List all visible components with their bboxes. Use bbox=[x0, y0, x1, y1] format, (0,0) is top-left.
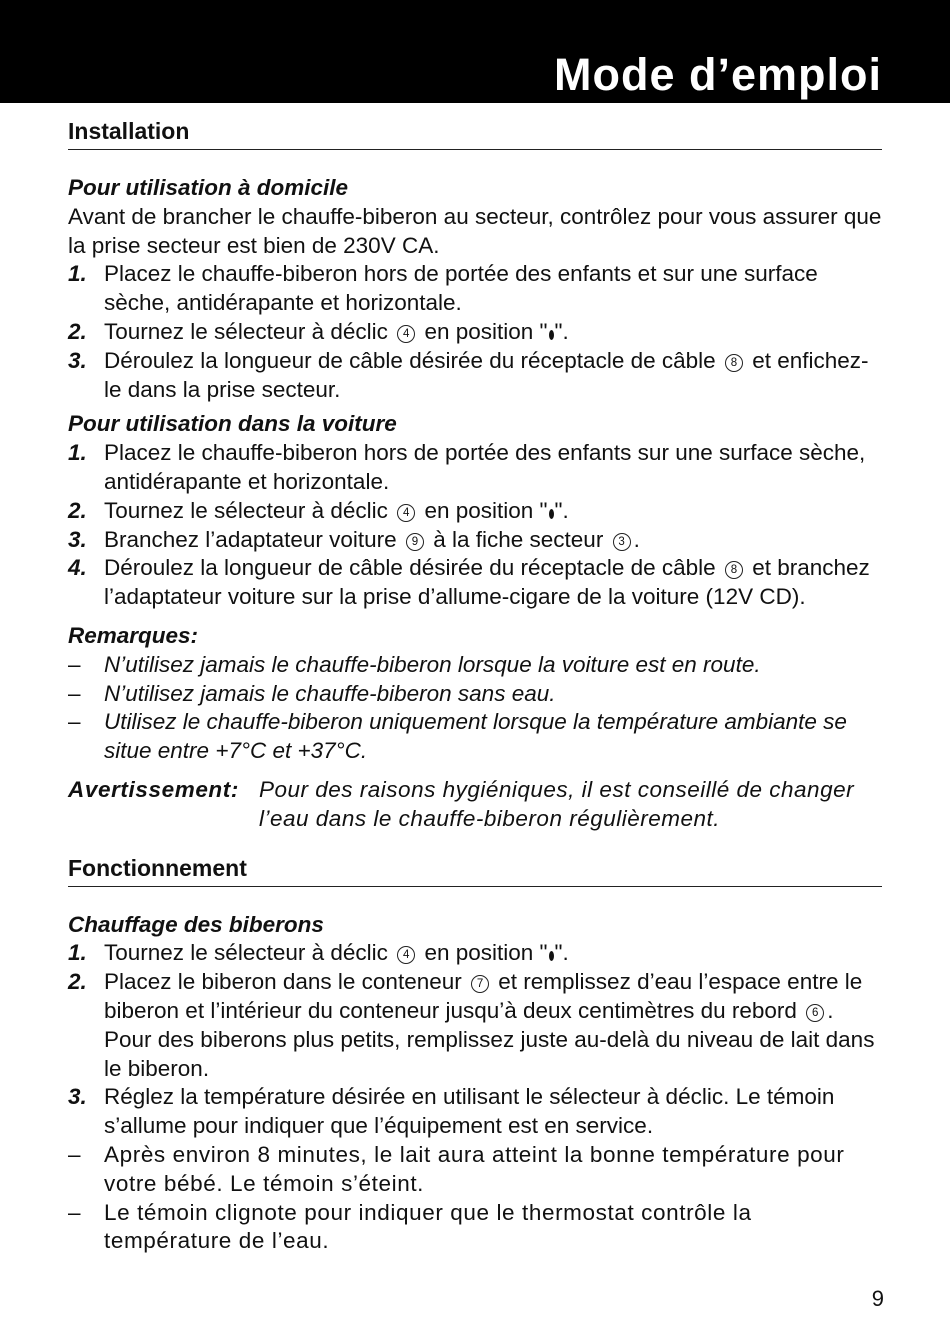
ref-number-badge: 7 bbox=[471, 975, 489, 993]
installation-heading: Installation bbox=[68, 116, 882, 150]
car-use-steps bbox=[68, 439, 882, 612]
step-text bbox=[104, 554, 882, 612]
home-use-intro: Avant de brancher le chauffe-biberon au secteur, contrôlez pour vous assurer que la prise secteur est bien de 230V CA. bbox=[68, 203, 882, 258]
step-text-part: Tournez le sélecteur à déclic bbox=[104, 940, 388, 966]
list-item bbox=[68, 968, 882, 1083]
step-text-part: et branchez l’adaptateur voiture sur la prise d’allume-cigare de la voiture (12V CD). bbox=[104, 555, 870, 610]
step-number: 1. bbox=[68, 440, 87, 466]
list-item bbox=[68, 680, 882, 709]
ref-number-badge: 8 bbox=[725, 561, 743, 579]
document-body bbox=[68, 113, 882, 1256]
dash-bullet: – bbox=[68, 651, 81, 677]
step-text-part: Tournez le sélecteur à déclic bbox=[104, 318, 388, 344]
step-text-part: Déroulez la longueur de câble désirée du réceptacle de câble bbox=[104, 555, 716, 581]
list-item bbox=[68, 708, 882, 766]
step-number: 1. bbox=[68, 261, 87, 287]
list-item bbox=[68, 1199, 882, 1257]
ref-number-badge: 6 bbox=[806, 1004, 824, 1022]
list-item bbox=[68, 1083, 882, 1141]
ref-number-badge: 9 bbox=[406, 533, 424, 551]
list-item bbox=[68, 1141, 882, 1199]
ref-number-badge: 4 bbox=[397, 504, 415, 522]
step-text-part: Déroulez la longueur de câble désirée du réceptacle de câble bbox=[104, 347, 716, 373]
step-text-part: en position " bbox=[424, 497, 548, 523]
list-item bbox=[68, 347, 882, 405]
step-number: 2. bbox=[68, 969, 87, 995]
heating-title: Chauffage des biberons bbox=[68, 911, 324, 937]
dash-bullet: – bbox=[68, 680, 81, 706]
dash-bullet: – bbox=[68, 1141, 81, 1167]
step-text bbox=[104, 968, 882, 1083]
list-item bbox=[68, 526, 882, 555]
step-text-part: Placez le biberon dans le conteneur bbox=[104, 969, 462, 995]
remarks-title: Remarques: bbox=[68, 622, 199, 648]
remark-text: N’utilisez jamais le chauffe-biberon sans eau. bbox=[104, 680, 556, 706]
home-use-steps bbox=[68, 260, 882, 404]
heating-steps bbox=[68, 939, 882, 1141]
ref-number-badge: 4 bbox=[397, 946, 415, 964]
step-text-part: en position " bbox=[424, 318, 548, 344]
warning-text: Pour des raisons hygiéniques, il est conseillé de changer l’eau dans le chauffe-biberon régulièrement. bbox=[259, 776, 855, 831]
step-number: 1. bbox=[68, 940, 87, 966]
step-text-part: ". bbox=[554, 940, 569, 966]
page-title: Mode d’emploi bbox=[554, 49, 882, 100]
ref-number-badge: 4 bbox=[397, 325, 415, 343]
list-item bbox=[68, 554, 882, 612]
step-text-part: . bbox=[633, 526, 640, 552]
header-bar bbox=[0, 0, 950, 103]
heating-notes bbox=[68, 1141, 882, 1256]
step-text: Placez le chauffe-biberon hors de portée des enfants sur une surface sèche, antidérapante et horizontale. bbox=[104, 440, 866, 494]
step-text-part: Branchez l’adaptateur voiture bbox=[104, 526, 397, 552]
heat-dot-icon bbox=[549, 509, 554, 519]
list-item bbox=[68, 939, 882, 968]
step-text-part: en position " bbox=[424, 940, 548, 966]
note-text: Après environ 8 minutes, le lait aura atteint la bonne température pour votre bébé. Le témoin s’éteint. bbox=[104, 1141, 845, 1196]
step-text-part: ". bbox=[554, 318, 569, 344]
step-number: 4. bbox=[68, 555, 87, 581]
car-use-title: Pour utilisation dans la voiture bbox=[68, 411, 397, 437]
home-use-title: Pour utilisation à domicile bbox=[68, 175, 349, 200]
step-text-part: et remplissez d’eau l’espace entre le biberon et l’intérieur du conteneur jusqu’à deux centimètres du rebord bbox=[104, 969, 863, 1023]
step-text: Placez le chauffe-biberon hors de portée des enfants et sur une surface sèche, antidérapante et horizontale. bbox=[104, 261, 818, 316]
operation-heading: Fonctionnement bbox=[68, 853, 882, 887]
step-number: 3. bbox=[68, 347, 87, 373]
step-number: 3. bbox=[68, 1084, 87, 1110]
warning-block bbox=[68, 776, 882, 834]
dash-bullet: – bbox=[68, 1199, 81, 1225]
step-text bbox=[104, 347, 882, 405]
ref-number-badge: 3 bbox=[613, 533, 631, 551]
list-item bbox=[68, 439, 882, 497]
list-item bbox=[68, 497, 882, 526]
page-number: 9 bbox=[871, 1286, 884, 1311]
list-item bbox=[68, 260, 882, 318]
remarks-list bbox=[68, 651, 882, 766]
step-text bbox=[104, 318, 882, 347]
step-number: 2. bbox=[68, 497, 87, 523]
heat-dot-icon bbox=[549, 951, 554, 961]
step-number: 2. bbox=[68, 318, 87, 344]
step-text-part: Tournez le sélecteur à déclic bbox=[104, 497, 388, 523]
remark-text: Utilisez le chauffe-biberon uniquement lorsque la température ambiante se situe entre +7°C et +37°C. bbox=[104, 709, 847, 764]
step-text-part: et enfichez-le dans la prise secteur. bbox=[104, 347, 869, 402]
dash-bullet: – bbox=[68, 709, 81, 735]
step-text-part: à la fiche secteur bbox=[433, 526, 604, 552]
step-text-part: . Pour des biberons plus petits, remplissez juste au-delà du niveau de lait dans le biberon. bbox=[104, 997, 875, 1081]
step-text: Réglez la température désirée en utilisant le sélecteur à déclic. Le témoin s’allume pour indiquer que l’équipement est en service. bbox=[104, 1084, 835, 1139]
note-text: Le témoin clignote pour indiquer que le thermostat contrôle la température de l’eau. bbox=[104, 1199, 752, 1254]
list-item bbox=[68, 651, 882, 680]
step-number: 3. bbox=[68, 526, 87, 552]
ref-number-badge: 8 bbox=[725, 354, 743, 372]
step-text bbox=[104, 939, 882, 968]
warning-label: Avertissement: bbox=[68, 776, 239, 802]
heat-dot-icon bbox=[549, 330, 554, 340]
step-text bbox=[104, 526, 882, 555]
remark-text: N’utilisez jamais le chauffe-biberon lorsque la voiture est en route. bbox=[104, 651, 761, 677]
step-text bbox=[104, 497, 882, 526]
list-item bbox=[68, 318, 882, 347]
step-text-part: ". bbox=[554, 497, 569, 523]
